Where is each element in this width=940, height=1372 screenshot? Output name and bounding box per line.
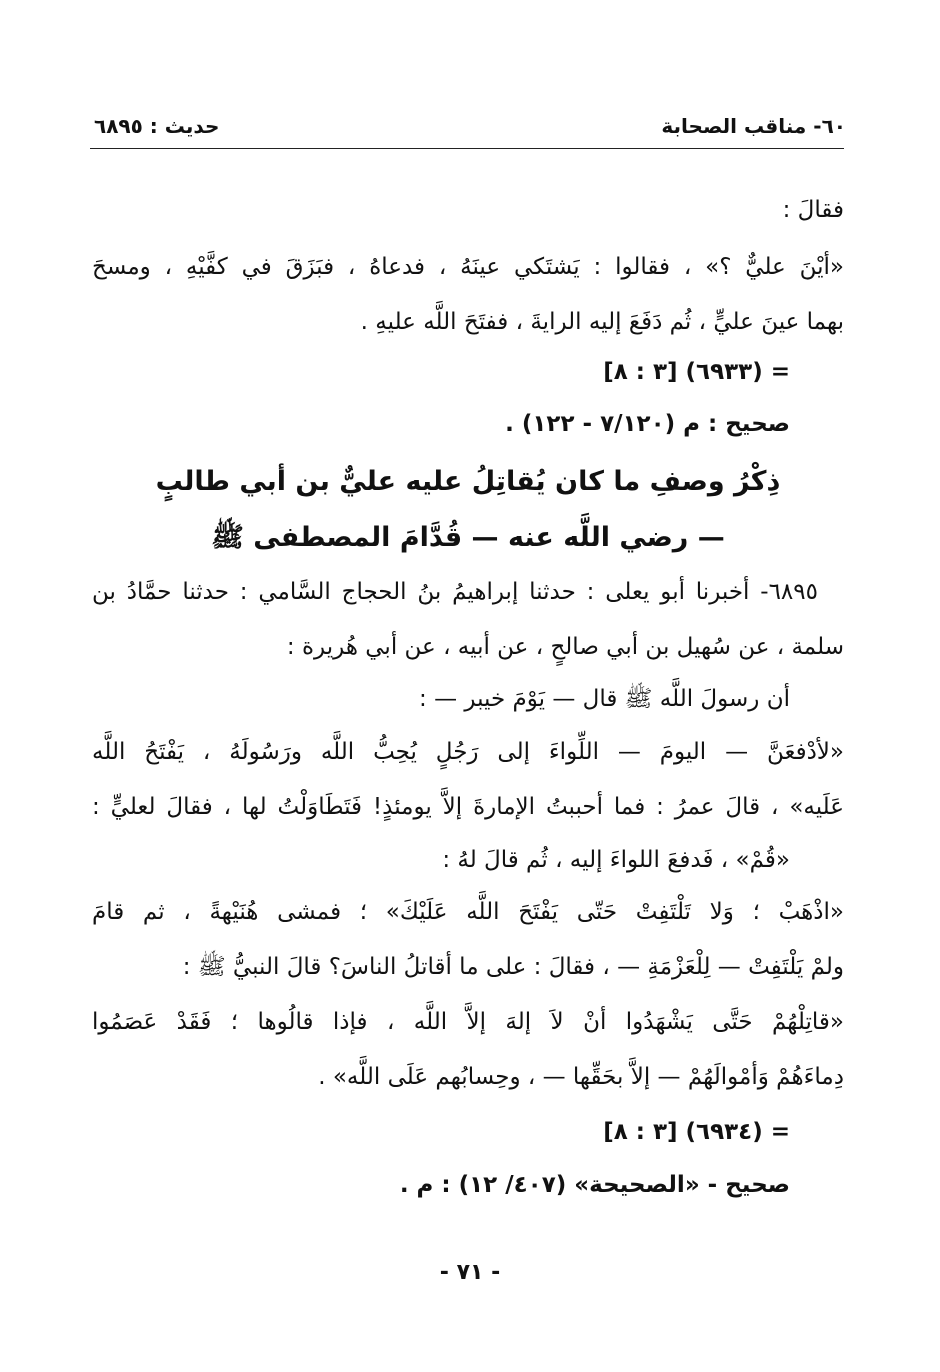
cross-reference: = (٦٩٣٣) [٣ : ٨]	[603, 359, 790, 385]
chapter-header: ٦٠- مناقب الصحابة	[661, 114, 846, 138]
hadith-line: «قُمْ» ، فَدفعَ اللواءَ إليه ، ثُم قالَ لهُ :	[442, 847, 790, 873]
hadith-line: ٦٨٩٥- أخبرنا أبو يعلى : حدثنا إبراهيمُ بنُ الحجاج السَّامي : حدثنا حمَّادُ بن	[92, 579, 818, 605]
hadith-line: «قاتِلْهُمْ حَتَّى يَشْهَدُوا أنْ لاَ إلهَ إلاَّ اللَّه ، فإذا قالُوها ؛ فَقَدْ عَصَمُوا	[92, 1009, 844, 1035]
hadith-line: أن رسولَ اللَّه ﷺ قال — يَوْمَ خيبر — :	[419, 686, 790, 712]
text-line: فقالَ :	[782, 197, 844, 223]
hadith-line: «اذْهَبْ ؛ وَلا تَلْتَفِتْ حَتّى يَفْتَحَ اللَّه عَلَيْكَ» ؛ فمشى هُنَيْهةً ، ثم قامَ	[92, 899, 844, 925]
hadith-line: سلمة ، عن سُهيل بن أبي صالحٍ ، عن أبيه ، عن أبي هُريرة :	[286, 634, 844, 660]
hadith-line: عَلَيه» ، قالَ عمرُ : فما أحببتُ الإمارةَ إلاَّ يومئذٍ! فَتَطَاوَلْتُ لها ، فقالَ لعليٍّ :	[92, 794, 844, 820]
grading-line: صحيح - «الصحيحة» (٤٠٧/ ١٢) : م .	[399, 1172, 790, 1198]
hadith-number-header: حديث : ٦٨٩٥	[94, 114, 220, 138]
section-title-line: ذِكْرُ وصفِ ما كان يُقاتِلُ عليه عليٌّ بن أبي طالبٍ	[155, 466, 781, 497]
hadith-line: ولمْ يَلْتَفِتْ — لِلْعَزْمَةِ — ، فقالَ : على ما أقاتلُ الناسَ؟ قالَ النبيُّ ﷺ :	[182, 954, 844, 980]
cross-reference: = (٦٩٣٤) [٣ : ٨]	[603, 1119, 790, 1145]
text-line: بهما عينَ عليٍّ ، ثُم دَفَعَ إليه الرايةَ ، ففتَحَ اللَّه عليهِ .	[360, 309, 844, 335]
hadith-line: دِماءَهُمْ وَأمْوالَهُمْ — إلاَّ بحَقِّها — ، وحِسابُهم عَلَى اللَّه» .	[318, 1064, 844, 1090]
page-number: - ٧١ -	[439, 1260, 501, 1285]
hadith-line: «لأدْفعَنَّ — اليومَ — اللِّواءَ إلى رَجُلٍ يُحِبُّ اللَّه ورَسُولَهُ ، يَفْتَحُ اللَّه	[92, 739, 844, 765]
section-title-line: — رضي اللَّه عنه — قُدَّامَ المصطفى ﷺ	[211, 522, 725, 553]
text-line: «أيْنَ عليٌّ ؟» ، فقالوا : يَشتَكي عينَهُ ، فدعاهُ ، فبَزَقَ في كفَّيْهِ ، ومسحَ	[92, 254, 844, 280]
header-rule	[90, 148, 844, 149]
grading-line: صحيح : م (٧/١٢٠ - ١٢٢) .	[505, 411, 790, 437]
